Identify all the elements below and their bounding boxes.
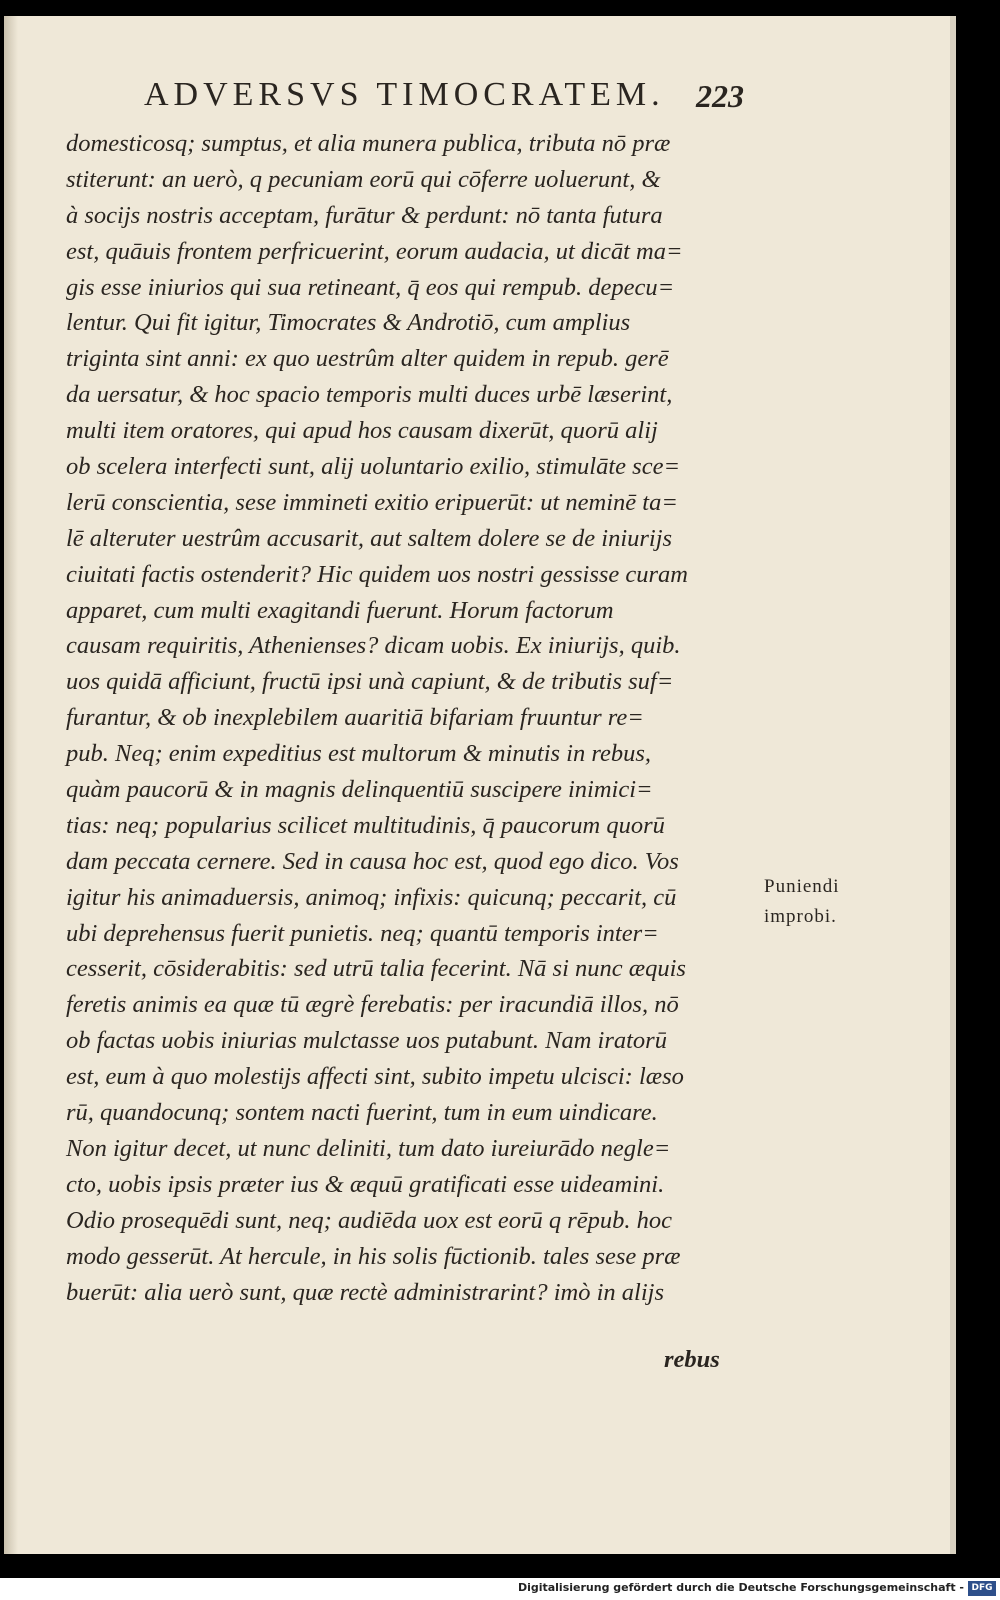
- text-line: tias: neq; popularius scilicet multitudinis, q̄ paucorum quorū: [66, 811, 665, 839]
- text-line: à socijs nostris acceptam, furātur & perdunt: nō tanta futura: [66, 201, 663, 229]
- running-title: ADVERSVS TIMOCRATEM.: [144, 76, 665, 113]
- text-line: causam requiritis, Athenienses? dicam uobis. Ex iniurijs, quib.: [66, 632, 681, 660]
- text-line: lē alteruter uestrûm accusarit, aut saltem dolere se de iniurijs: [66, 524, 673, 552]
- text-line: Odio prosequēdi sunt, neq; audiēda uox est eorū q rēpub. hoc: [66, 1206, 673, 1234]
- text-line: ciuitati factis ostenderit? Hic quidem uos nostri gessisse curam: [66, 560, 688, 588]
- text-line: quàm paucorū & in magnis delinquentiū suscipere inimici=: [66, 776, 653, 804]
- marginal-note-line: Puniendi: [764, 876, 840, 897]
- text-line: stiterunt: an uerò, q pecuniam eorū qui cōferre uoluerunt, &: [66, 165, 661, 193]
- text-line: Non igitur decet, ut nunc deliniti, tum dato iureiurādo negle=: [66, 1134, 671, 1162]
- text-line: lentur. Qui fit igitur, Timocrates & Androtiō, cum amplius: [66, 309, 631, 337]
- marginal-note: [764, 872, 840, 932]
- catchword: rebus: [664, 1346, 720, 1373]
- text-line: modo gesserūt. At hercule, in his solis fūctionib. tales sese præ: [66, 1242, 681, 1270]
- text-line: feretis animis ea quæ tū ægrè ferebatis: per iracundiā illos, nō: [66, 991, 679, 1019]
- book-page: [4, 16, 956, 1554]
- text-line: triginta sint anni: ex quo uestrûm alter quidem in repub. gerē: [66, 345, 669, 373]
- footer-credit: Digitalisierung gefördert durch die Deutsche Forschungsgemeinschaft -: [517, 1581, 964, 1594]
- text-line: ob factas uobis iniurias mulctasse uos putabunt. Nam iratorū: [66, 1027, 667, 1055]
- text-line: apparet, cum multi exagitandi fuerunt. Horum factorum: [66, 596, 614, 624]
- text-line: igitur his animaduersis, animoq; infixis: quicunq; peccarit, cū: [66, 883, 677, 911]
- text-line: domesticosq; sumptus, et alia munera publica, tributa nō præ: [66, 130, 671, 157]
- page-number: 223: [696, 78, 744, 114]
- text-line: est, eum à quo molestijs affecti sint, subito impetu ulcisci: læso: [66, 1063, 684, 1091]
- text-line: rū, quandocunq; sontem nacti fuerint, tum in eum uindicare.: [66, 1099, 658, 1127]
- running-head: [144, 76, 744, 126]
- text-line: dam peccata cernere. Sed in causa hoc est, quod ego dico. Vos: [66, 847, 679, 875]
- text-line: cesserit, cōsiderabitis: sed utrū talia fecerint. Nā si nunc æquis: [66, 955, 686, 983]
- text-line: da uersatur, & hoc spacio temporis multi duces urbē læserint,: [66, 381, 673, 409]
- text-line: est, quāuis frontem perfricuerint, eorum audacia, ut dicāt ma=: [66, 237, 683, 265]
- digitization-footer: [0, 1578, 1000, 1600]
- text-line: multi item oratores, qui apud hos causam dixerūt, quorū alij: [66, 417, 658, 445]
- text-line: gis esse iniurios qui sua retineant, q̄ eos qui rempub. depecu=: [66, 273, 675, 301]
- text-line: ubi deprehensus fuerit punietis. neq; quantū temporis inter=: [66, 919, 659, 947]
- gutter-shadow: [4, 16, 18, 1554]
- text-line: cto, uobis ipsis præter ius & æquū gratificati esse uideamini.: [66, 1170, 665, 1198]
- text-line: lerū conscientia, sese immineti exitio eripuerūt: ut neminē ta=: [66, 488, 678, 516]
- text-line: furantur, & ob inexplebilem auaritiā bifariam fruuntur re=: [66, 704, 644, 732]
- body-text: [66, 126, 766, 1310]
- text-line: pub. Neq; enim expeditius est multorum & minutis in rebus,: [66, 740, 651, 768]
- text-line: ob scelera interfecti sunt, alij uoluntario exilio, stimulāte sce=: [66, 453, 680, 481]
- dfg-logo: DFG: [968, 1581, 996, 1596]
- text-line: buerūt: alia uerò sunt, quæ rectè administrarint? imò in alijs: [66, 1278, 664, 1306]
- marginal-note-line: improbi.: [764, 906, 837, 927]
- text-line: uos quidā afficiunt, fructū ipsi unà capiunt, & de tributis suf=: [66, 668, 674, 696]
